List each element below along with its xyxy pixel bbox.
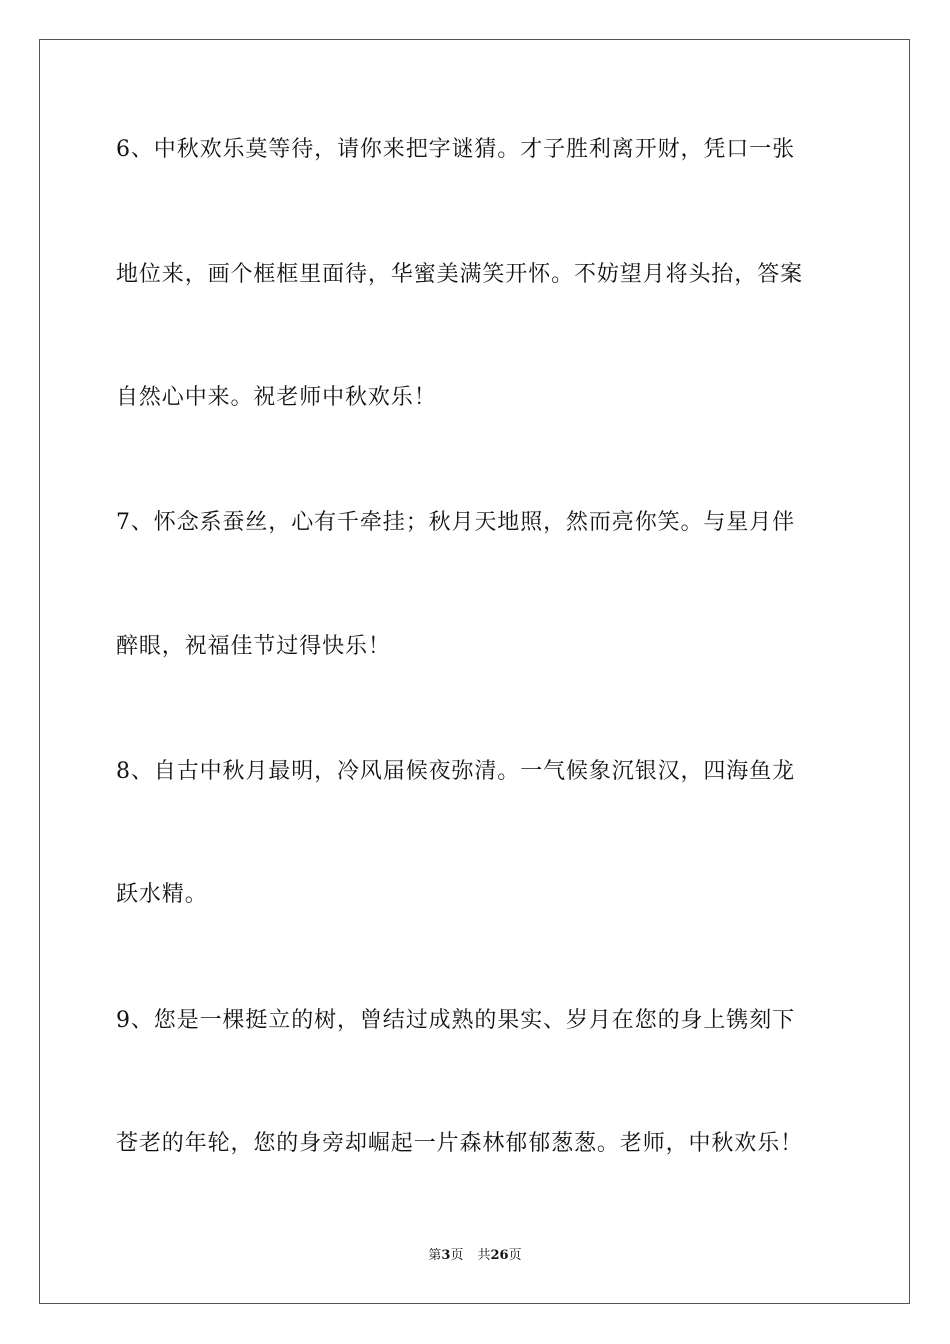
total-prefix: 共 [477,1248,491,1263]
text-line-3: 自然心中来。祝老师中秋欢乐！ [116,385,437,410]
text-line-4: 7、怀念系蚕丝，心有千牵挂；秋月天地照，然而亮你笑。与星月伴 [116,510,795,535]
page-suffix: 页 [450,1248,464,1263]
total-pages: 26 [490,1248,509,1263]
page-footer [0,1247,950,1265]
text-line-1: 6、中秋欢乐莫等待，请你来把字谜猜。才子胜利离开财，凭口一张 [116,137,795,162]
text-line-8: 9、您是一棵挺立的树，曾结过成熟的果实、岁月在您的身上镌刻下 [116,1008,795,1033]
text-line-7: 跃水精。 [116,882,208,907]
text-line-2: 地位来，画个框框里面待，华蜜美满笑开怀。不妨望月将头抬，答案 [116,262,804,287]
total-suffix: 页 [508,1248,522,1263]
page-number: 3 [441,1248,451,1263]
text-line-9: 苍老的年轮，您的身旁却崛起一片森林郁郁葱葱。老师，中秋欢乐！ [116,1131,804,1156]
text-line-5: 醉眼，祝福佳节过得快乐！ [116,634,391,659]
text-line-6: 8、自古中秋月最明，冷风届候夜弥清。一气候象沉银汉，四海鱼龙 [116,759,795,784]
page-frame [39,39,910,1304]
page-prefix: 第 [428,1248,442,1263]
